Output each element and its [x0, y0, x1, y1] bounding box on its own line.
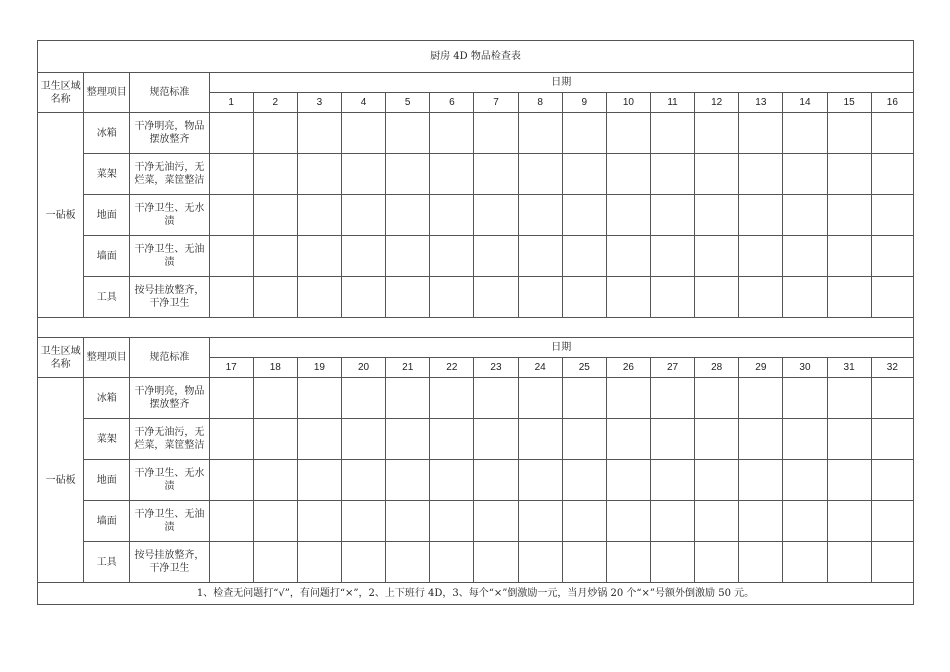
standard-text: 按号挂放整齐，干净卫生: [130, 542, 209, 583]
check-cell[interactable]: [430, 195, 474, 236]
check-cell[interactable]: [386, 277, 430, 318]
day-number: 4: [342, 93, 386, 113]
check-cell[interactable]: [386, 501, 430, 542]
check-cell[interactable]: [430, 277, 474, 318]
check-cell[interactable]: [827, 113, 871, 154]
day-number: 16: [871, 93, 913, 113]
day-number: 8: [518, 93, 562, 113]
check-cell[interactable]: [871, 460, 913, 501]
day-number: 17: [209, 358, 253, 378]
check-cell[interactable]: [562, 154, 606, 195]
item-name: 工具: [84, 542, 130, 583]
check-cell[interactable]: [871, 154, 913, 195]
check-cell[interactable]: [430, 378, 474, 419]
check-cell[interactable]: [518, 378, 562, 419]
check-cell[interactable]: [783, 236, 827, 277]
check-cell[interactable]: [650, 419, 694, 460]
check-cell[interactable]: [474, 378, 518, 419]
check-cell[interactable]: [650, 195, 694, 236]
check-cell[interactable]: [253, 277, 297, 318]
check-cell[interactable]: [606, 460, 650, 501]
check-cell[interactable]: [253, 236, 297, 277]
check-cell[interactable]: [209, 236, 253, 277]
check-cell[interactable]: [253, 460, 297, 501]
check-cell[interactable]: [871, 542, 913, 583]
check-cell[interactable]: [297, 542, 341, 583]
check-cell[interactable]: [209, 195, 253, 236]
check-cell[interactable]: [386, 542, 430, 583]
standard-text: 干净卫生、无油渍: [130, 236, 209, 277]
check-cell[interactable]: [827, 378, 871, 419]
header-area: 卫生区域名称: [38, 338, 84, 378]
check-cell[interactable]: [606, 113, 650, 154]
day-number: 11: [650, 93, 694, 113]
day-number: 24: [518, 358, 562, 378]
footer-note: 1、检查无问题打“√”，有问题打“×”，2、上下班行 4D，3、每个“×”倒激励一元，当月炒锅 20 个“×”号额外倒激励 50 元。: [38, 583, 914, 605]
check-cell[interactable]: [386, 236, 430, 277]
check-cell[interactable]: [606, 542, 650, 583]
check-cell[interactable]: [518, 195, 562, 236]
check-cell[interactable]: [253, 154, 297, 195]
standard-text: 干净卫生、无油渍: [130, 501, 209, 542]
check-cell[interactable]: [342, 195, 386, 236]
day-number: 3: [297, 93, 341, 113]
check-cell[interactable]: [739, 460, 783, 501]
check-cell[interactable]: [606, 236, 650, 277]
check-cell[interactable]: [695, 378, 739, 419]
day-number: 14: [783, 93, 827, 113]
check-cell[interactable]: [518, 419, 562, 460]
check-cell[interactable]: [474, 195, 518, 236]
day-number: 29: [739, 358, 783, 378]
item-name: 墙面: [84, 236, 130, 277]
check-cell[interactable]: [253, 419, 297, 460]
check-cell[interactable]: [209, 460, 253, 501]
day-number: 1: [209, 93, 253, 113]
check-cell[interactable]: [562, 419, 606, 460]
check-cell[interactable]: [342, 542, 386, 583]
check-cell[interactable]: [386, 378, 430, 419]
check-cell[interactable]: [342, 277, 386, 318]
item-name: 工具: [84, 277, 130, 318]
day-number: 25: [562, 358, 606, 378]
check-cell[interactable]: [430, 501, 474, 542]
item-name: 菜架: [84, 419, 130, 460]
check-cell[interactable]: [253, 501, 297, 542]
check-cell[interactable]: [297, 154, 341, 195]
check-cell[interactable]: [562, 378, 606, 419]
check-cell[interactable]: [386, 419, 430, 460]
check-cell[interactable]: [253, 378, 297, 419]
check-cell[interactable]: [650, 460, 694, 501]
check-cell[interactable]: [342, 236, 386, 277]
check-cell[interactable]: [562, 236, 606, 277]
header-item: 整理项目: [84, 73, 130, 113]
check-cell[interactable]: [474, 501, 518, 542]
check-cell[interactable]: [650, 113, 694, 154]
check-cell[interactable]: [871, 277, 913, 318]
check-cell[interactable]: [783, 378, 827, 419]
check-cell[interactable]: [827, 236, 871, 277]
check-cell[interactable]: [783, 501, 827, 542]
check-cell[interactable]: [783, 154, 827, 195]
check-cell[interactable]: [783, 542, 827, 583]
standard-text: 干净卫生、无水渍: [130, 195, 209, 236]
standard-text: 干净明亮，物品摆放整齐: [130, 113, 209, 154]
standard-text: 干净无油污，无烂菜，菜筐整洁: [130, 154, 209, 195]
check-cell[interactable]: [739, 236, 783, 277]
check-cell[interactable]: [739, 195, 783, 236]
check-cell[interactable]: [695, 195, 739, 236]
check-cell[interactable]: [871, 378, 913, 419]
check-cell[interactable]: [827, 542, 871, 583]
check-cell[interactable]: [871, 195, 913, 236]
day-number: 28: [695, 358, 739, 378]
area-name: 一砧板: [38, 113, 84, 318]
check-cell[interactable]: [695, 542, 739, 583]
check-cell[interactable]: [342, 460, 386, 501]
day-number: 19: [297, 358, 341, 378]
check-cell[interactable]: [695, 501, 739, 542]
check-cell[interactable]: [871, 501, 913, 542]
check-cell[interactable]: [430, 542, 474, 583]
check-cell[interactable]: [871, 113, 913, 154]
check-cell[interactable]: [209, 113, 253, 154]
check-cell[interactable]: [209, 419, 253, 460]
check-cell[interactable]: [783, 195, 827, 236]
check-cell[interactable]: [695, 236, 739, 277]
check-cell[interactable]: [518, 277, 562, 318]
check-cell[interactable]: [297, 378, 341, 419]
check-cell[interactable]: [430, 113, 474, 154]
check-cell[interactable]: [209, 277, 253, 318]
check-cell[interactable]: [606, 277, 650, 318]
check-cell[interactable]: [474, 460, 518, 501]
day-number: 23: [474, 358, 518, 378]
check-cell[interactable]: [474, 542, 518, 583]
check-cell[interactable]: [739, 542, 783, 583]
check-cell[interactable]: [518, 460, 562, 501]
day-number: 31: [827, 358, 871, 378]
check-cell[interactable]: [342, 419, 386, 460]
check-cell[interactable]: [518, 113, 562, 154]
check-cell[interactable]: [474, 236, 518, 277]
day-number: 30: [783, 358, 827, 378]
day-number: 15: [827, 93, 871, 113]
check-cell[interactable]: [650, 378, 694, 419]
day-number: 6: [430, 93, 474, 113]
check-cell[interactable]: [297, 419, 341, 460]
check-cell[interactable]: [827, 419, 871, 460]
day-number: 20: [342, 358, 386, 378]
check-cell[interactable]: [209, 378, 253, 419]
check-cell[interactable]: [650, 542, 694, 583]
check-cell[interactable]: [606, 378, 650, 419]
check-cell[interactable]: [783, 277, 827, 318]
check-cell[interactable]: [827, 460, 871, 501]
day-number: 2: [253, 93, 297, 113]
check-cell[interactable]: [386, 460, 430, 501]
day-number: 27: [650, 358, 694, 378]
spacer-row: [38, 318, 914, 338]
check-cell[interactable]: [739, 501, 783, 542]
check-cell[interactable]: [430, 460, 474, 501]
check-cell[interactable]: [297, 236, 341, 277]
check-cell[interactable]: [297, 277, 341, 318]
standard-text: 按号挂放整齐，干净卫生: [130, 277, 209, 318]
day-number: 21: [386, 358, 430, 378]
check-cell[interactable]: [739, 154, 783, 195]
check-cell[interactable]: [827, 195, 871, 236]
day-number: 18: [253, 358, 297, 378]
check-cell[interactable]: [739, 113, 783, 154]
check-cell[interactable]: [871, 419, 913, 460]
check-cell[interactable]: [386, 113, 430, 154]
day-number: 9: [562, 93, 606, 113]
check-cell[interactable]: [253, 113, 297, 154]
check-cell[interactable]: [562, 460, 606, 501]
check-cell[interactable]: [695, 154, 739, 195]
day-number: 32: [871, 358, 913, 378]
inspection-sheet: [37, 40, 914, 605]
check-cell[interactable]: [871, 236, 913, 277]
header-date: 日期: [209, 338, 913, 358]
check-cell[interactable]: [562, 195, 606, 236]
check-cell[interactable]: [562, 542, 606, 583]
day-number: 10: [606, 93, 650, 113]
item-name: 墙面: [84, 501, 130, 542]
check-cell[interactable]: [606, 419, 650, 460]
check-cell[interactable]: [518, 154, 562, 195]
check-cell[interactable]: [739, 277, 783, 318]
check-cell[interactable]: [739, 378, 783, 419]
item-name: 地面: [84, 460, 130, 501]
check-cell[interactable]: [518, 236, 562, 277]
check-cell[interactable]: [430, 236, 474, 277]
check-cell[interactable]: [342, 501, 386, 542]
day-number: 22: [430, 358, 474, 378]
day-number: 12: [695, 93, 739, 113]
standard-text: 干净明亮，物品摆放整齐: [130, 378, 209, 419]
check-cell[interactable]: [253, 195, 297, 236]
item-name: 地面: [84, 195, 130, 236]
day-number: 13: [739, 93, 783, 113]
header-standard: 规范标准: [130, 73, 209, 113]
check-cell[interactable]: [386, 154, 430, 195]
check-cell[interactable]: [297, 501, 341, 542]
check-cell[interactable]: [606, 195, 650, 236]
day-number: 26: [606, 358, 650, 378]
area-name: 一砧板: [38, 378, 84, 583]
check-cell[interactable]: [783, 460, 827, 501]
check-cell[interactable]: [739, 419, 783, 460]
check-cell[interactable]: [386, 195, 430, 236]
header-item: 整理项目: [84, 338, 130, 378]
item-name: 冰箱: [84, 378, 130, 419]
check-cell[interactable]: [297, 113, 341, 154]
check-cell[interactable]: [297, 460, 341, 501]
check-cell[interactable]: [474, 154, 518, 195]
check-cell[interactable]: [562, 113, 606, 154]
day-number: 5: [386, 93, 430, 113]
check-cell[interactable]: [209, 501, 253, 542]
check-cell[interactable]: [650, 501, 694, 542]
check-cell[interactable]: [430, 419, 474, 460]
check-cell[interactable]: [342, 378, 386, 419]
standard-text: 干净卫生、无水渍: [130, 460, 209, 501]
check-cell[interactable]: [695, 113, 739, 154]
header-standard: 规范标准: [130, 338, 209, 378]
check-cell[interactable]: [650, 154, 694, 195]
check-cell[interactable]: [695, 460, 739, 501]
item-name: 冰箱: [84, 113, 130, 154]
check-cell[interactable]: [695, 277, 739, 318]
check-cell[interactable]: [342, 154, 386, 195]
check-cell[interactable]: [297, 195, 341, 236]
sheet-title: 厨房 4D 物品检查表: [38, 41, 914, 73]
check-cell[interactable]: [562, 277, 606, 318]
check-cell[interactable]: [606, 154, 650, 195]
check-cell[interactable]: [783, 113, 827, 154]
check-cell[interactable]: [474, 419, 518, 460]
standard-text: 干净无油污，无烂菜，菜筐整洁: [130, 419, 209, 460]
header-date: 日期: [209, 73, 913, 93]
check-cell[interactable]: [827, 154, 871, 195]
check-cell[interactable]: [562, 501, 606, 542]
check-cell[interactable]: [209, 154, 253, 195]
check-cell[interactable]: [474, 113, 518, 154]
check-cell[interactable]: [518, 501, 562, 542]
check-cell[interactable]: [253, 542, 297, 583]
check-cell[interactable]: [342, 113, 386, 154]
day-number: 7: [474, 93, 518, 113]
item-name: 菜架: [84, 154, 130, 195]
check-cell[interactable]: [827, 501, 871, 542]
check-cell[interactable]: [474, 277, 518, 318]
check-cell[interactable]: [650, 277, 694, 318]
check-cell[interactable]: [827, 277, 871, 318]
check-cell[interactable]: [430, 154, 474, 195]
check-cell[interactable]: [209, 542, 253, 583]
check-cell[interactable]: [783, 419, 827, 460]
check-cell[interactable]: [606, 501, 650, 542]
check-cell[interactable]: [695, 419, 739, 460]
check-cell[interactable]: [650, 236, 694, 277]
header-area: 卫生区域名称: [38, 73, 84, 113]
check-cell[interactable]: [518, 542, 562, 583]
